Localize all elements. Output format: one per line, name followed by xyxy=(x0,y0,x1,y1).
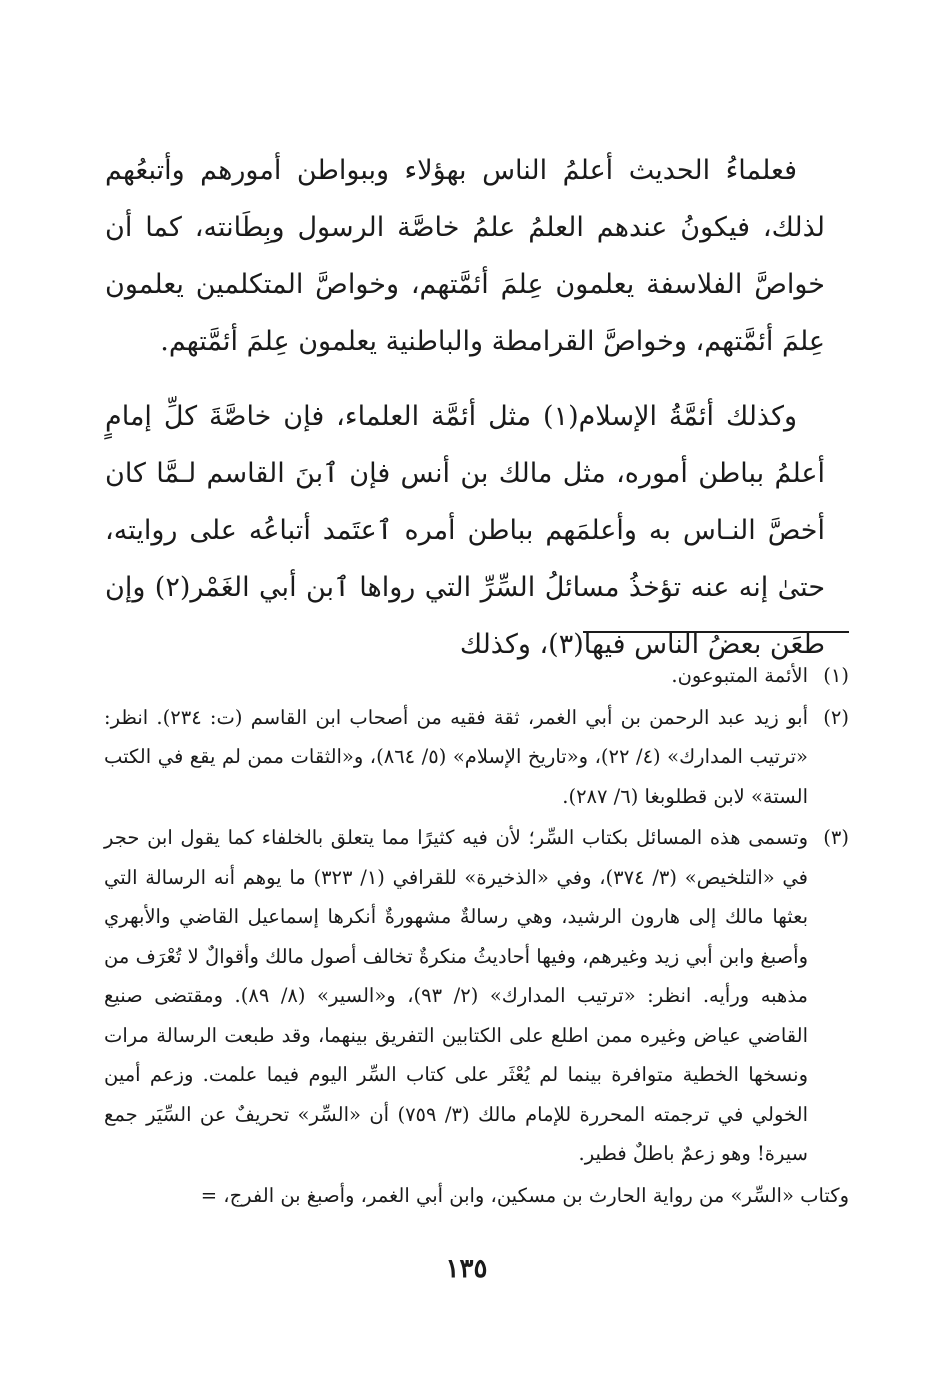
footnote-2 xyxy=(104,698,849,817)
footnote-number: (١) xyxy=(823,664,849,687)
footnote-text: وتسمى هذه المسائل بكتاب السِّر؛ لأن فيه كثيرًا مما يتعلق بالخلفاء كما يقول ابن حجر في «التلخيص» (٣/ ٣٧٤)، وفي «الذخيرة» للقرافي (١/ ٣٢٣) ما يوهم أنه الرسالة التي بعثها مالك إلى هارون الرشيد، وهي رسالةٌ مشهورةٌ أنكرها إسماعيل القاضي والأبهري وأصبغ وابن أبي زيد وغيرهم، وفيها أحاديثُ منكرةٌ تخالف أصول مالك وأقوالٌ لا تُعْرَف من مذهبه ورأيه. انظر: «ترتيب المدارك» (٢/ ٩٣)، و«السير» (٨/ ٨٩). ومقتضى صنيع القاضي عياض وغيره ممن اطلع على الكتابين التفريق بينهما، وقد طبعت الرسالة مرات ونسخها الخطية متوافرة بينما لم يُعْثَر على كتاب السِّر اليوم فيما علمت. وزعم أمين الخولي في ترجمته المحررة للإمام مالك (٣/ ٧٥٩) أن «السِّر» تحريفٌ عن السِّيَر جمع سيرة! وهو زعمٌ باطلٌ فطير. xyxy=(104,826,809,1165)
paragraph-1: فعلماءُ الحديث أعلمُ الناس بهؤلاء وببواطن أمورهم وأتبعُهم لذلك، فيكونُ عندهم العلمُ علمُ خاصَّة الرسول وبِطَانته، كما أن خواصَّ الفلاسفة يعلمون عِلمَ أئمَّتهم، وخواصَّ المتكلمين يعلمون عِلمَ أئمَّتهم، وخواصَّ القرامطة والباطنية يعلمون عِلمَ أئمَّتهم. xyxy=(105,155,825,357)
footnote-text: أبو زيد عبد الرحمن بن أبي الغمر، ثقة فقيه من أصحاب ابن القاسم (ت: ٢٣٤). انظر: «ترتيب المدارك» (٤/ ٢٢)، و«تاريخ الإسلام» (٥/ ٨٦٤)، و«الثقات ممن لم يقع في الكتب الستة» لابن قطلوبغا (٦/ ٢٨٧). xyxy=(104,705,808,808)
footnote-continuation: وكتاب «السِّر» من رواية الحارث بن مسكين، وابن أبي الغمر، وأصبغ بن الفرج، = xyxy=(200,1183,849,1207)
footnote-separator xyxy=(583,631,849,633)
footnote-number: (٢) xyxy=(823,705,849,729)
paragraph-2: وكذلك أئمَّةُ الإسلام(١) مثل أئمَّة العلماء، فإن خاصَّةَ كلِّ إمامٍ أعلمُ بباطن أموره، مثل مالك بن أنس فإن ٱبنَ القاسم لـمَّا كان أخصَّ النـاس به وأعلمَهم بباطن أمره ٱعتَمد أتباعُه على روايته، حتىٰ إنه عنه تؤخذُ مسائلُ السِّرِّ التي رواها ٱبن أبي الغَمْر(٢) وإن طعَن بعضُ الناس فيها(٣)، وكذلك xyxy=(105,401,826,660)
footnote-text: الأئمة المتبوعون. xyxy=(671,664,808,687)
footnote-number: (٣) xyxy=(823,826,849,849)
page-number: ١٣٥ xyxy=(445,1254,488,1284)
footnote-3 xyxy=(104,818,849,1174)
footnotes xyxy=(104,656,849,1215)
main-text xyxy=(105,142,825,673)
footnote-1 xyxy=(104,656,849,696)
